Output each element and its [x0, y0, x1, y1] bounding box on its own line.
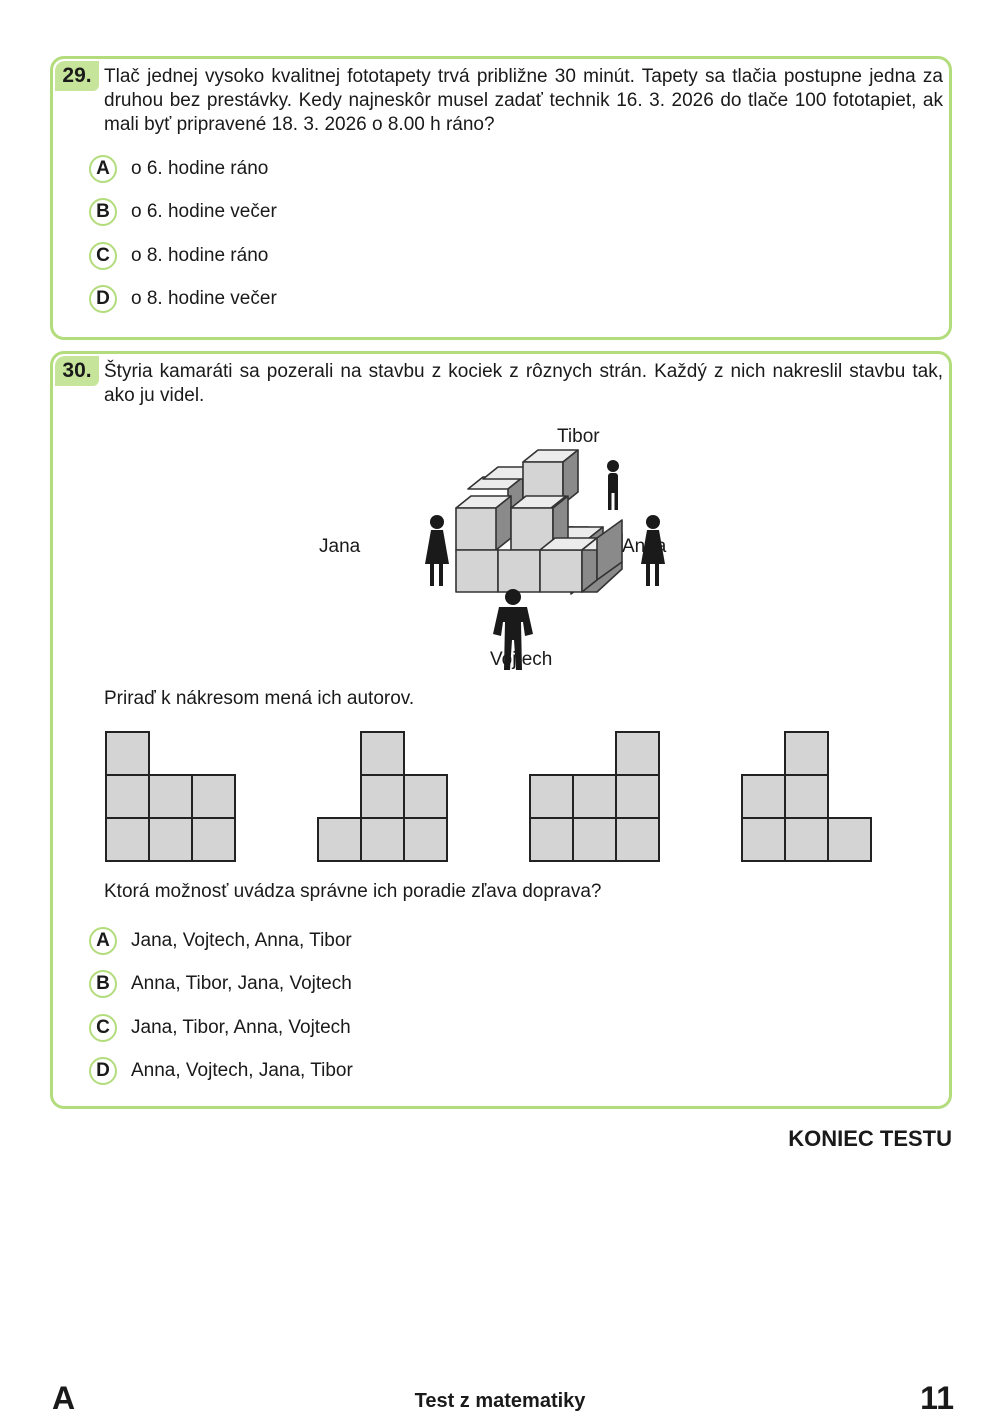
question-number: 29.	[55, 61, 99, 91]
question-text: Štyria kamaráti sa pozerali na stavbu z kociek z rôznych strán. Každý z nich nakreslil stavbu tak, ako ju videl.	[104, 361, 943, 406]
option-d[interactable]	[89, 1057, 353, 1085]
option-text: Jana, Tibor, Anna, Vojtech	[131, 1017, 351, 1038]
footer-title: Test z matematiky	[414, 1390, 586, 1412]
page-number: 11	[920, 1380, 954, 1416]
order-question: Ktorá možnosť uvádza správne ich poradie zľava doprava?	[104, 881, 602, 902]
option-letter: A	[89, 927, 117, 955]
option-c[interactable]	[89, 242, 268, 270]
option-text: Anna, Tibor, Jana, Vojtech	[131, 973, 352, 994]
option-letter: D	[89, 1057, 117, 1085]
person-tibor-icon	[607, 460, 619, 510]
label-vojtech: Vojtech	[490, 649, 553, 670]
option-letter: A	[89, 155, 117, 183]
option-letter: C	[89, 1014, 117, 1042]
question-number: 30.	[55, 356, 99, 386]
test-variant: A	[52, 1380, 76, 1416]
question-29	[50, 56, 952, 340]
person-jana-icon	[425, 515, 449, 586]
label-anna: Anna	[622, 536, 667, 557]
option-text: o 8. hodine ráno	[131, 245, 269, 266]
option-d[interactable]	[89, 285, 277, 313]
option-text: Jana, Vojtech, Anna, Tibor	[131, 930, 352, 951]
option-text: o 6. hodine večer	[131, 201, 277, 222]
option-letter: C	[89, 242, 117, 270]
view-drawing-1	[105, 731, 237, 863]
option-letter: D	[89, 285, 117, 313]
option-text: o 6. hodine ráno	[131, 158, 269, 179]
question-30	[50, 351, 952, 1109]
question-text: Tlač jednej vysoko kvalitnej fototapety trvá približne 30 minút. Tapety sa tlačia postupne jedna za druhou bez prestávky. Kedy najneskôr musel zadať technik 16. 3. 2026 do tlače 100 fototapiet, ak mali byť pripravené 18. 3. 2026 o 8.00 h ráno?	[104, 66, 943, 135]
option-a[interactable]	[89, 155, 268, 183]
assignment-prompt: Priraď k nákresom mená ich autorov.	[104, 688, 415, 709]
option-text: o 8. hodine večer	[131, 288, 277, 309]
option-b[interactable]	[89, 970, 352, 998]
option-letter: B	[89, 198, 117, 226]
option-a[interactable]	[89, 927, 352, 955]
option-letter: B	[89, 970, 117, 998]
view-drawing-3	[529, 731, 661, 863]
option-text: Anna, Vojtech, Jana, Tibor	[131, 1060, 353, 1081]
view-drawing-4	[741, 731, 873, 863]
end-of-test-label: KONIEC TESTU	[788, 1126, 952, 1151]
option-b[interactable]	[89, 198, 277, 226]
option-c[interactable]	[89, 1014, 351, 1042]
label-jana: Jana	[319, 536, 361, 557]
view-drawing-2	[317, 731, 449, 863]
label-tibor: Tibor	[557, 426, 600, 447]
